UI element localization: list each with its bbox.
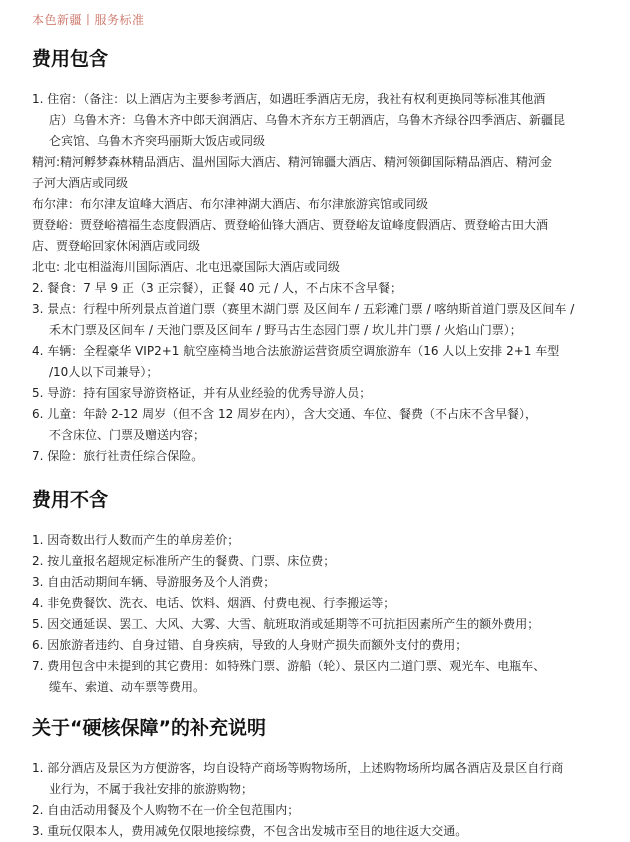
- list-line: 布尔津：布尔津友谊峰大酒店、布尔津神湖大酒店、布尔津旅游宾馆或同级: [32, 197, 429, 211]
- list-line: 3. 重玩仅限本人，费用减免仅限地接综费，不包含出发城市至目的地往返大交通。: [32, 824, 468, 838]
- inclusions-title: 费用包含: [32, 48, 109, 70]
- exclusions-list: [32, 530, 600, 698]
- list-line: 3. 景点：行程中所列景点首道门票（赛里木湖门票 及区间车 / 五彩滩门票 / 喀纳斯首道门票及区间车 /: [32, 302, 575, 316]
- list-line: 1. 部分酒店及景区为方便游客，均自设特产商场等购物场所，上述购物场所均属各酒店及景区自行商: [32, 761, 564, 775]
- list-line: 贾登峪：贾登峪禧福生态度假酒店、贾登峪仙锋大酒店、贾登峪友谊峰度假酒店、贾登峪古田大酒: [32, 218, 549, 232]
- supplement-list: [32, 758, 600, 842]
- list-line: 店、贾登峪回家休闲酒店或同级: [32, 239, 201, 253]
- list-line: 北屯: 北屯相溢海川国际酒店、北屯迅豪国际大酒店或同级: [32, 260, 340, 274]
- list-line: 精河:精河孵梦森林精品酒店、温州国际大酒店、精河锦疆大酒店、精河领御国际精品酒店、精河金: [32, 155, 553, 169]
- list-line: 7. 保险：旅行社责任综合保险。: [32, 449, 204, 463]
- supplement-section: [32, 713, 600, 842]
- list-line: 业行为，不属于我社安排的旅游购物；: [49, 782, 254, 796]
- list-line: 2. 自由活动用餐及个人购物不在一价全包范围内；: [32, 803, 300, 817]
- list-line: 1. 因奇数出行人数而产生的单房差价；: [32, 533, 240, 547]
- inclusions-section: [32, 44, 600, 467]
- exclusions-title: 费用不含: [32, 489, 109, 511]
- list-line: 不含床位、门票及赠送内容；: [49, 428, 206, 442]
- list-line: /10人以下司兼导）；: [49, 365, 159, 379]
- inclusions-list: [32, 89, 600, 467]
- exclusions-section: [32, 485, 600, 698]
- list-line: 5. 因交通延误、罢工、大风、大雾、大雪、航班取消或延期等不可抗拒因素所产生的额外费用；: [32, 617, 540, 631]
- list-line: 6. 因旅游者违约、自身过错、自身疾病，导致的人身财产损失而额外支付的费用；: [32, 638, 468, 652]
- list-line: 仑宾馆、乌鲁木齐突玛丽斯大饭店或同级: [49, 134, 266, 148]
- list-line: 子河大酒店或同级: [32, 176, 129, 190]
- list-line: 禾木门票及区间车 / 天池门票及区间车 / 野马古生态园门票 / 坎儿井门票 / 火焰山门票）；: [49, 323, 522, 337]
- list-line: 4. 车辆：全程豪华 VIP2+1 航空座椅当地合法旅游运营资质空调旅游车（16 人以上安排 2+1 车型: [32, 344, 560, 358]
- list-line: 7. 费用包含中未提到的其它费用：如特殊门票、游船（轮）、景区内二道门票、观光车、电瓶车、: [32, 659, 546, 673]
- list-line: 缆车、索道、动车票等费用。: [49, 680, 206, 694]
- list-line: 5. 导游：持有国家导游资格证，并有从业经验的优秀导游人员；: [32, 386, 372, 400]
- list-line: 4. 非免费餐饮、洗衣、电话、饮料、烟酒、付费电视、行李搬运等；: [32, 596, 396, 610]
- list-line: 6. 儿童：年龄 2-12 周岁（但不含 12 周岁在内），含大交通、车位、餐费（不占床不含早餐），: [32, 407, 538, 421]
- brand-header: 本色新疆丨服务标准: [32, 13, 145, 27]
- list-line: 店）乌鲁木齐：乌鲁木齐中郎天润酒店、乌鲁木齐东方王朝酒店，乌鲁木齐绿谷四季酒店、新疆昆: [49, 113, 566, 127]
- list-line: 1. 住宿：（备注：以上酒店为主要参考酒店，如遇旺季酒店无房，我社有权利更换同等标准其他酒: [32, 92, 546, 106]
- list-line: 3. 自由活动期间车辆、导游服务及个人消费；: [32, 575, 276, 589]
- list-line: 2. 按儿童报名超规定标准所产生的餐费、门票、床位费；: [32, 554, 336, 568]
- supplement-title: 关于“硬核保障”的补充说明: [32, 717, 266, 739]
- list-line: 2. 餐食：7 早 9 正（3 正宗餐），正餐 40 元 / 人，不占床不含早餐；: [32, 281, 402, 295]
